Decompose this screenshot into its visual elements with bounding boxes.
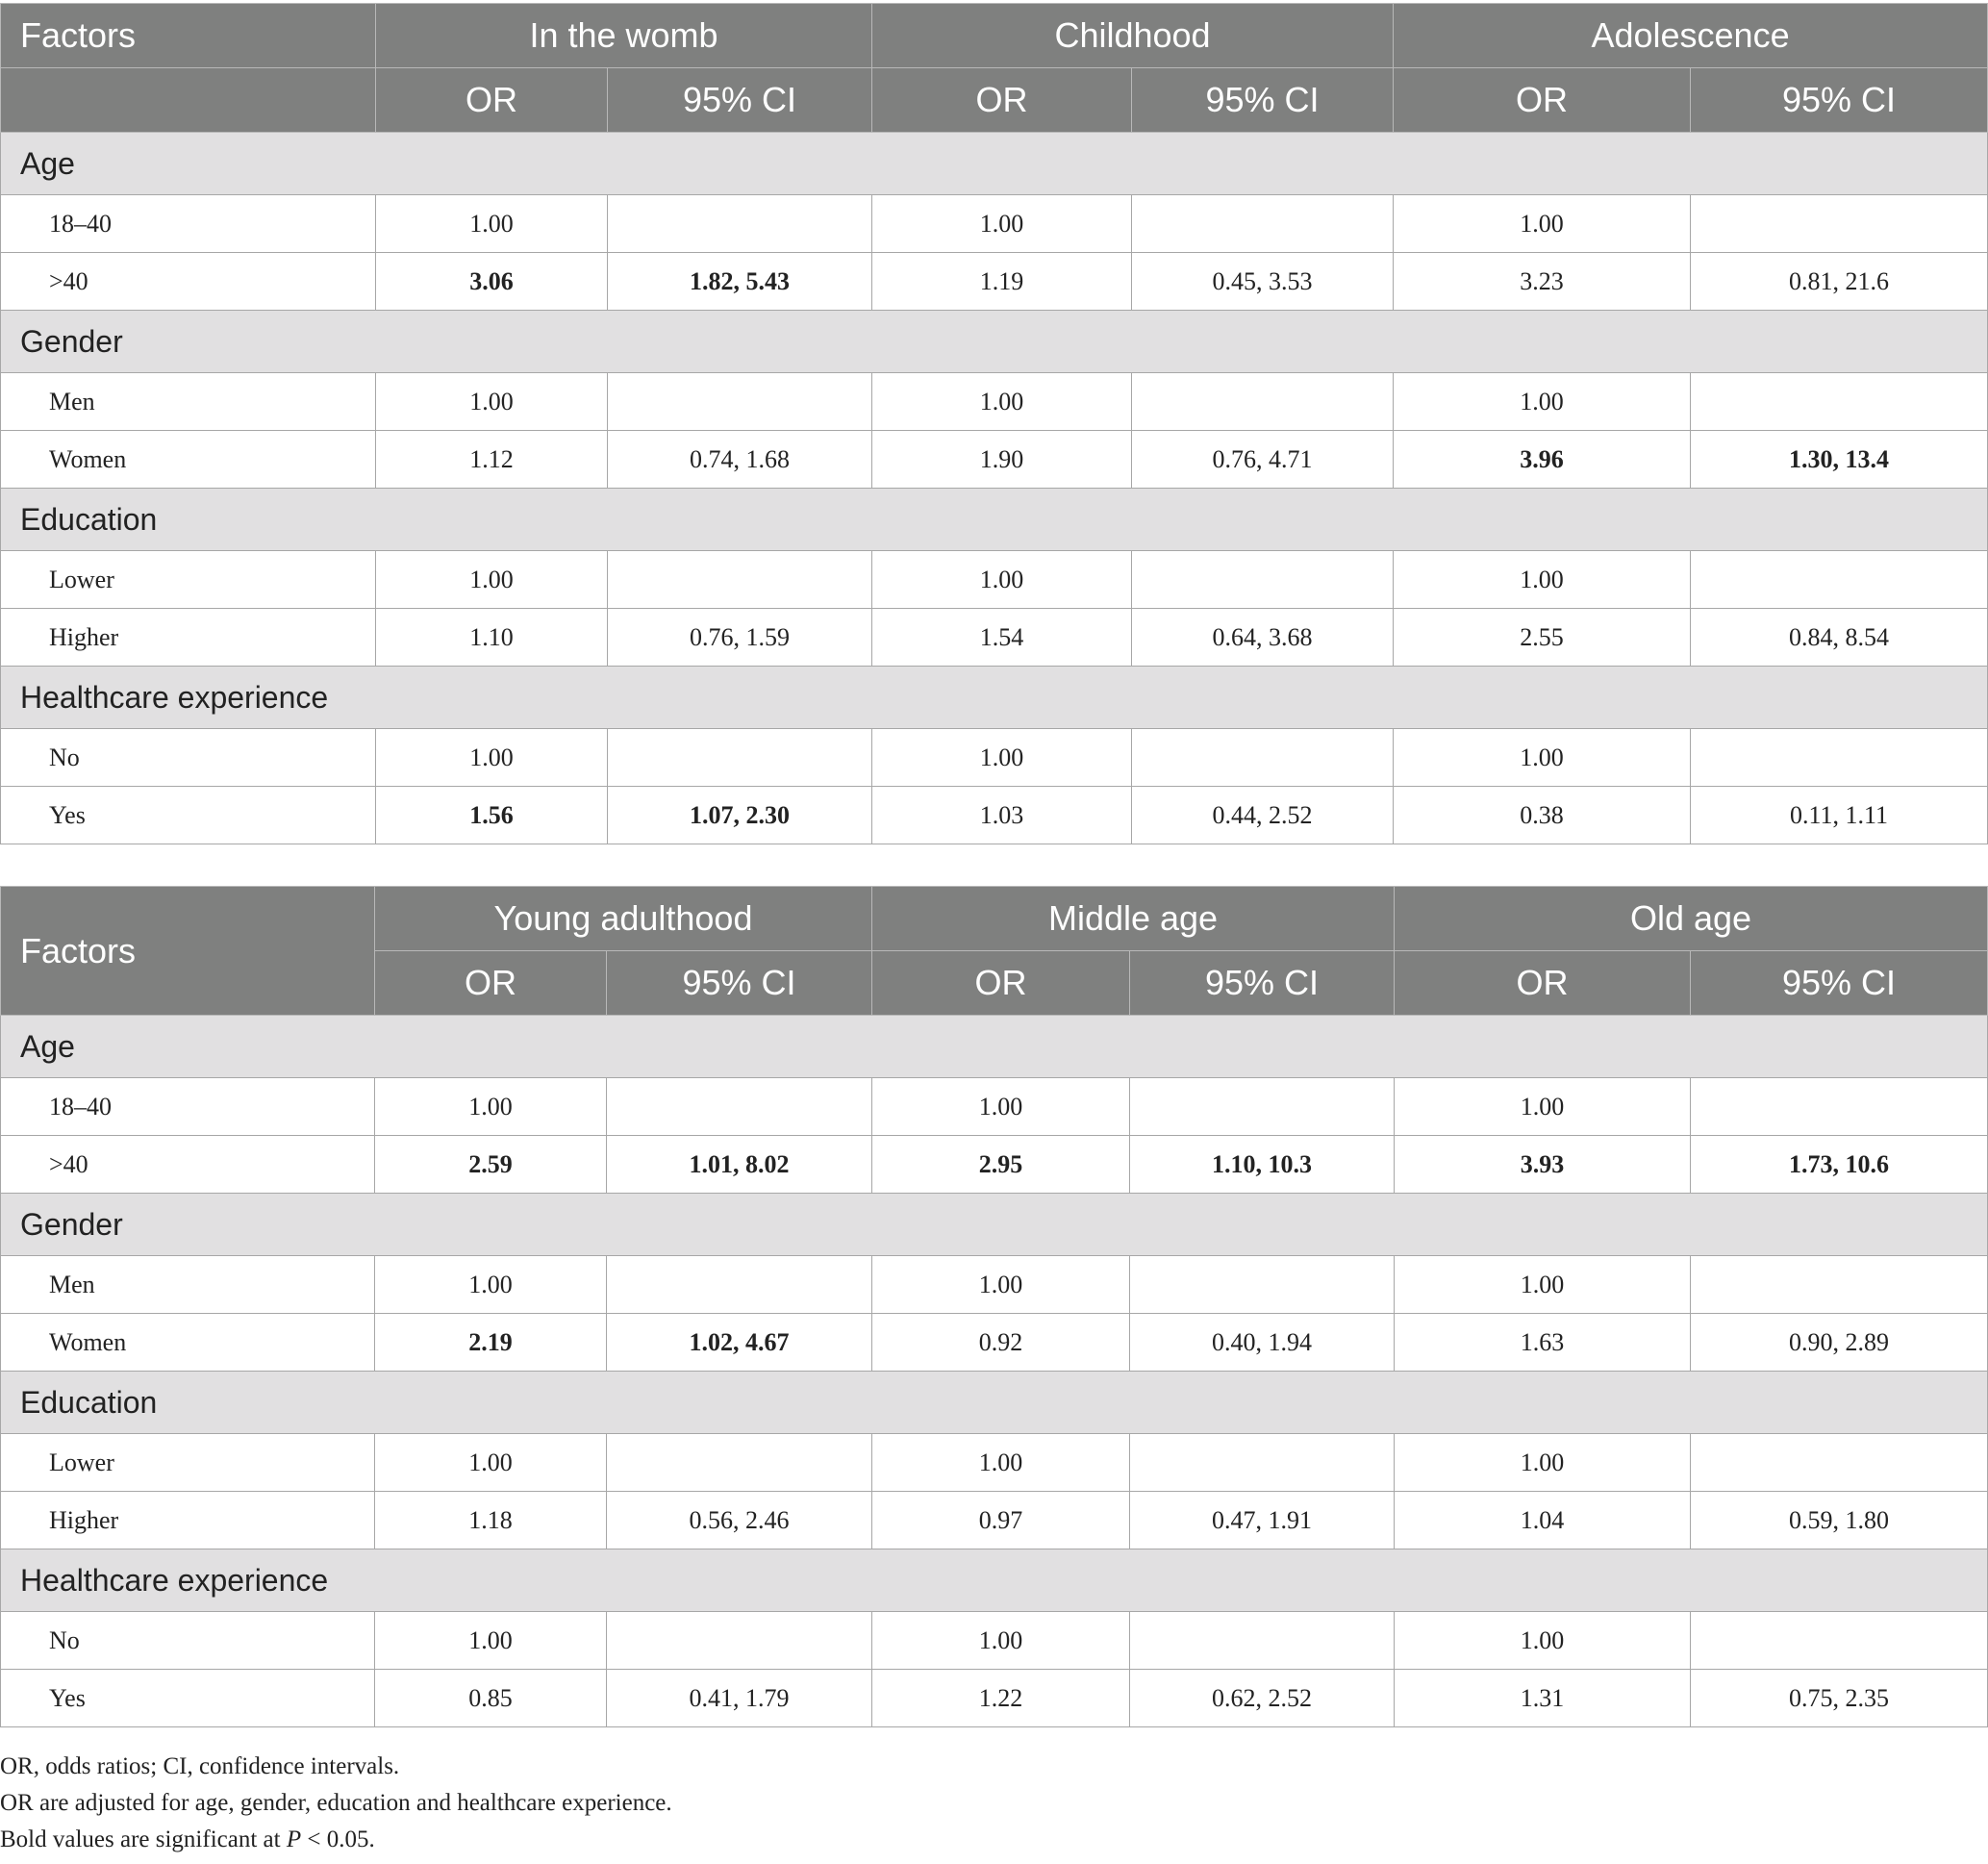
- row-label: Higher: [1, 1492, 375, 1549]
- table-row: [1, 609, 1988, 667]
- section-title: Healthcare experience: [1, 1549, 1988, 1612]
- ci-cell: 0.44, 2.52: [1132, 787, 1394, 844]
- or-cell: 1.00: [872, 1434, 1130, 1492]
- ci-cell: [607, 1612, 872, 1670]
- or-cell: 1.00: [872, 373, 1132, 431]
- or-cell: 1.00: [872, 195, 1132, 253]
- section-title: Healthcare experience: [1, 667, 1988, 729]
- or-cell: 2.19: [375, 1314, 607, 1372]
- or-cell: 1.03: [872, 787, 1132, 844]
- row-label: Lower: [1, 551, 376, 609]
- or-cell: 1.00: [376, 551, 608, 609]
- or-cell: 0.97: [872, 1492, 1130, 1549]
- section-title: Education: [1, 489, 1988, 551]
- ci-cell: [1132, 729, 1394, 787]
- ci-cell: 1.07, 2.30: [608, 787, 872, 844]
- section-header-row: [1, 1372, 1988, 1434]
- ci-cell: 0.45, 3.53: [1132, 253, 1394, 311]
- ci-cell: [1132, 551, 1394, 609]
- or-cell: 0.85: [375, 1670, 607, 1727]
- ci-cell: [1130, 1256, 1395, 1314]
- or-cell: 3.06: [376, 253, 608, 311]
- or-column-header: OR: [872, 68, 1132, 133]
- section-header-row: [1, 311, 1988, 373]
- or-cell: 1.00: [872, 1612, 1130, 1670]
- table-footnotes: [0, 1749, 672, 1858]
- section-title: Age: [1, 133, 1988, 195]
- period-header: Adolescence: [1394, 4, 1988, 68]
- ci-cell: [1691, 1612, 1988, 1670]
- ci-cell: 1.30, 13.4: [1691, 431, 1988, 489]
- or-cell: 3.96: [1394, 431, 1691, 489]
- row-label: No: [1, 1612, 375, 1670]
- or-cell: 1.00: [375, 1078, 607, 1136]
- section-title: Gender: [1, 311, 1988, 373]
- ci-cell: 0.56, 2.46: [607, 1492, 872, 1549]
- ci-cell: 0.90, 2.89: [1691, 1314, 1988, 1372]
- or-cell: 0.92: [872, 1314, 1130, 1372]
- or-cell: 1.00: [1394, 729, 1691, 787]
- footnote-abbreviations: OR, odds ratios; CI, confidence intervals.: [0, 1753, 400, 1779]
- ci-cell: 0.47, 1.91: [1130, 1492, 1395, 1549]
- or-cell: 1.00: [375, 1434, 607, 1492]
- ci-cell: [1130, 1078, 1395, 1136]
- or-column-header: OR: [1395, 951, 1691, 1016]
- or-cell: 1.00: [376, 729, 608, 787]
- table-row: [1, 1434, 1988, 1492]
- table-row: [1, 1078, 1988, 1136]
- ci-cell: [1691, 195, 1988, 253]
- table-row: [1, 1256, 1988, 1314]
- or-cell: 1.63: [1395, 1314, 1691, 1372]
- ci-cell: 0.76, 1.59: [608, 609, 872, 667]
- table-row: [1, 787, 1988, 844]
- or-cell: 2.55: [1394, 609, 1691, 667]
- ci-cell: 1.02, 4.67: [607, 1314, 872, 1372]
- period-header: Old age: [1395, 887, 1988, 951]
- ci-cell: 0.64, 3.68: [1132, 609, 1394, 667]
- odds-ratio-table-early-life: [0, 3, 1988, 844]
- or-cell: 1.10: [376, 609, 608, 667]
- odds-ratio-table-adult-life: [0, 886, 1988, 1727]
- ci-cell: 0.40, 1.94: [1130, 1314, 1395, 1372]
- table-row: [1, 253, 1988, 311]
- or-cell: 1.00: [1395, 1612, 1691, 1670]
- ci-cell: [608, 551, 872, 609]
- ci-cell: [1130, 1612, 1395, 1670]
- row-label: 18–40: [1, 195, 376, 253]
- ci-cell: 0.81, 21.6: [1691, 253, 1988, 311]
- ci-cell: 0.41, 1.79: [607, 1670, 872, 1727]
- period-header: Middle age: [872, 887, 1395, 951]
- section-header-row: [1, 489, 1988, 551]
- or-cell: 1.00: [1395, 1434, 1691, 1492]
- or-cell: 1.00: [872, 551, 1132, 609]
- table-row: [1, 195, 1988, 253]
- row-label: Women: [1, 1314, 375, 1372]
- ci-cell: [608, 195, 872, 253]
- or-cell: 1.00: [376, 195, 608, 253]
- or-cell: 1.00: [1395, 1256, 1691, 1314]
- footnote-significance-threshold: < 0.05.: [301, 1826, 375, 1852]
- row-label: Yes: [1, 1670, 375, 1727]
- ci-cell: [1132, 373, 1394, 431]
- table-row: [1, 729, 1988, 787]
- or-cell: 1.00: [1394, 195, 1691, 253]
- ci-cell: 0.62, 2.52: [1130, 1670, 1395, 1727]
- table-body: [1, 133, 1988, 844]
- or-cell: 1.00: [376, 373, 608, 431]
- ci-cell: 0.84, 8.54: [1691, 609, 1988, 667]
- or-cell: 1.00: [1394, 373, 1691, 431]
- ci-cell: [1691, 1256, 1988, 1314]
- or-cell: 1.04: [1395, 1492, 1691, 1549]
- or-cell: 1.00: [872, 1256, 1130, 1314]
- factors-header: Factors: [1, 4, 376, 68]
- footnote-significance: [0, 1822, 672, 1858]
- footnote-significance-text: Bold values are significant at: [0, 1826, 287, 1852]
- or-cell: 1.00: [1395, 1078, 1691, 1136]
- row-label: Men: [1, 373, 376, 431]
- ci-cell: [608, 373, 872, 431]
- table-row: [1, 1612, 1988, 1670]
- factors-header-spacer: [1, 68, 376, 133]
- ci-column-header: 95% CI: [1691, 68, 1988, 133]
- ci-cell: [1691, 1078, 1988, 1136]
- table-row: [1, 1136, 1988, 1194]
- factors-header: Factors: [1, 887, 375, 1016]
- row-label: Women: [1, 431, 376, 489]
- ci-cell: 1.10, 10.3: [1130, 1136, 1395, 1194]
- table-row: [1, 1492, 1988, 1549]
- ci-cell: [607, 1078, 872, 1136]
- or-cell: 0.38: [1394, 787, 1691, 844]
- row-label: 18–40: [1, 1078, 375, 1136]
- or-column-header: OR: [872, 951, 1130, 1016]
- ci-cell: 0.76, 4.71: [1132, 431, 1394, 489]
- ci-cell: [1130, 1434, 1395, 1492]
- row-label: Higher: [1, 609, 376, 667]
- row-label: >40: [1, 1136, 375, 1194]
- or-column-header: OR: [1394, 68, 1691, 133]
- table-row: [1, 431, 1988, 489]
- table-row: [1, 1670, 1988, 1727]
- ci-cell: [1132, 195, 1394, 253]
- p-value-symbol: P: [286, 1826, 302, 1852]
- ci-cell: 1.82, 5.43: [608, 253, 872, 311]
- ci-cell: [1691, 1434, 1988, 1492]
- or-cell: 1.00: [872, 1078, 1130, 1136]
- ci-column-header: 95% CI: [1130, 951, 1395, 1016]
- row-label: Lower: [1, 1434, 375, 1492]
- ci-column-header: 95% CI: [607, 951, 872, 1016]
- or-cell: 1.12: [376, 431, 608, 489]
- row-label: No: [1, 729, 376, 787]
- ci-column-header: 95% CI: [1132, 68, 1394, 133]
- ci-cell: [1691, 729, 1988, 787]
- row-label: >40: [1, 253, 376, 311]
- period-header-row: [1, 4, 1988, 68]
- or-cell: 1.22: [872, 1670, 1130, 1727]
- section-title: Education: [1, 1372, 1988, 1434]
- or-column-header: OR: [376, 68, 608, 133]
- ci-cell: [607, 1434, 872, 1492]
- ci-cell: 0.74, 1.68: [608, 431, 872, 489]
- footnote-adjustment: OR are adjusted for age, gender, education and healthcare experience.: [0, 1790, 672, 1816]
- section-header-row: [1, 667, 1988, 729]
- ci-column-header: 95% CI: [1691, 951, 1988, 1016]
- period-header-row: [1, 887, 1988, 951]
- section-title: Age: [1, 1016, 1988, 1078]
- ci-cell: 1.73, 10.6: [1691, 1136, 1988, 1194]
- section-title: Gender: [1, 1194, 1988, 1256]
- column-header-row: [1, 68, 1988, 133]
- ci-cell: 1.01, 8.02: [607, 1136, 872, 1194]
- ci-cell: [607, 1256, 872, 1314]
- or-cell: 2.59: [375, 1136, 607, 1194]
- ci-column-header: 95% CI: [608, 68, 872, 133]
- table-row: [1, 1314, 1988, 1372]
- or-cell: 1.31: [1395, 1670, 1691, 1727]
- period-header: Childhood: [872, 4, 1394, 68]
- section-header-row: [1, 1549, 1988, 1612]
- section-header-row: [1, 133, 1988, 195]
- table-body: [1, 1016, 1988, 1727]
- or-column-header: OR: [375, 951, 607, 1016]
- or-cell: 1.54: [872, 609, 1132, 667]
- or-cell: 1.18: [375, 1492, 607, 1549]
- row-label: Men: [1, 1256, 375, 1314]
- or-cell: 1.56: [376, 787, 608, 844]
- ci-cell: [608, 729, 872, 787]
- ci-cell: 0.59, 1.80: [1691, 1492, 1988, 1549]
- or-cell: 3.93: [1395, 1136, 1691, 1194]
- ci-cell: [1691, 373, 1988, 431]
- row-label: Yes: [1, 787, 376, 844]
- or-cell: 2.95: [872, 1136, 1130, 1194]
- period-header: In the womb: [376, 4, 872, 68]
- section-header-row: [1, 1016, 1988, 1078]
- section-header-row: [1, 1194, 1988, 1256]
- ci-cell: 0.11, 1.11: [1691, 787, 1988, 844]
- table-row: [1, 373, 1988, 431]
- or-cell: 1.00: [872, 729, 1132, 787]
- table-row: [1, 551, 1988, 609]
- ci-cell: [1691, 551, 1988, 609]
- or-cell: 1.00: [375, 1256, 607, 1314]
- or-cell: 3.23: [1394, 253, 1691, 311]
- period-header: Young adulthood: [375, 887, 872, 951]
- or-cell: 1.00: [375, 1612, 607, 1670]
- or-cell: 1.00: [1394, 551, 1691, 609]
- or-cell: 1.90: [872, 431, 1132, 489]
- or-cell: 1.19: [872, 253, 1132, 311]
- ci-cell: 0.75, 2.35: [1691, 1670, 1988, 1727]
